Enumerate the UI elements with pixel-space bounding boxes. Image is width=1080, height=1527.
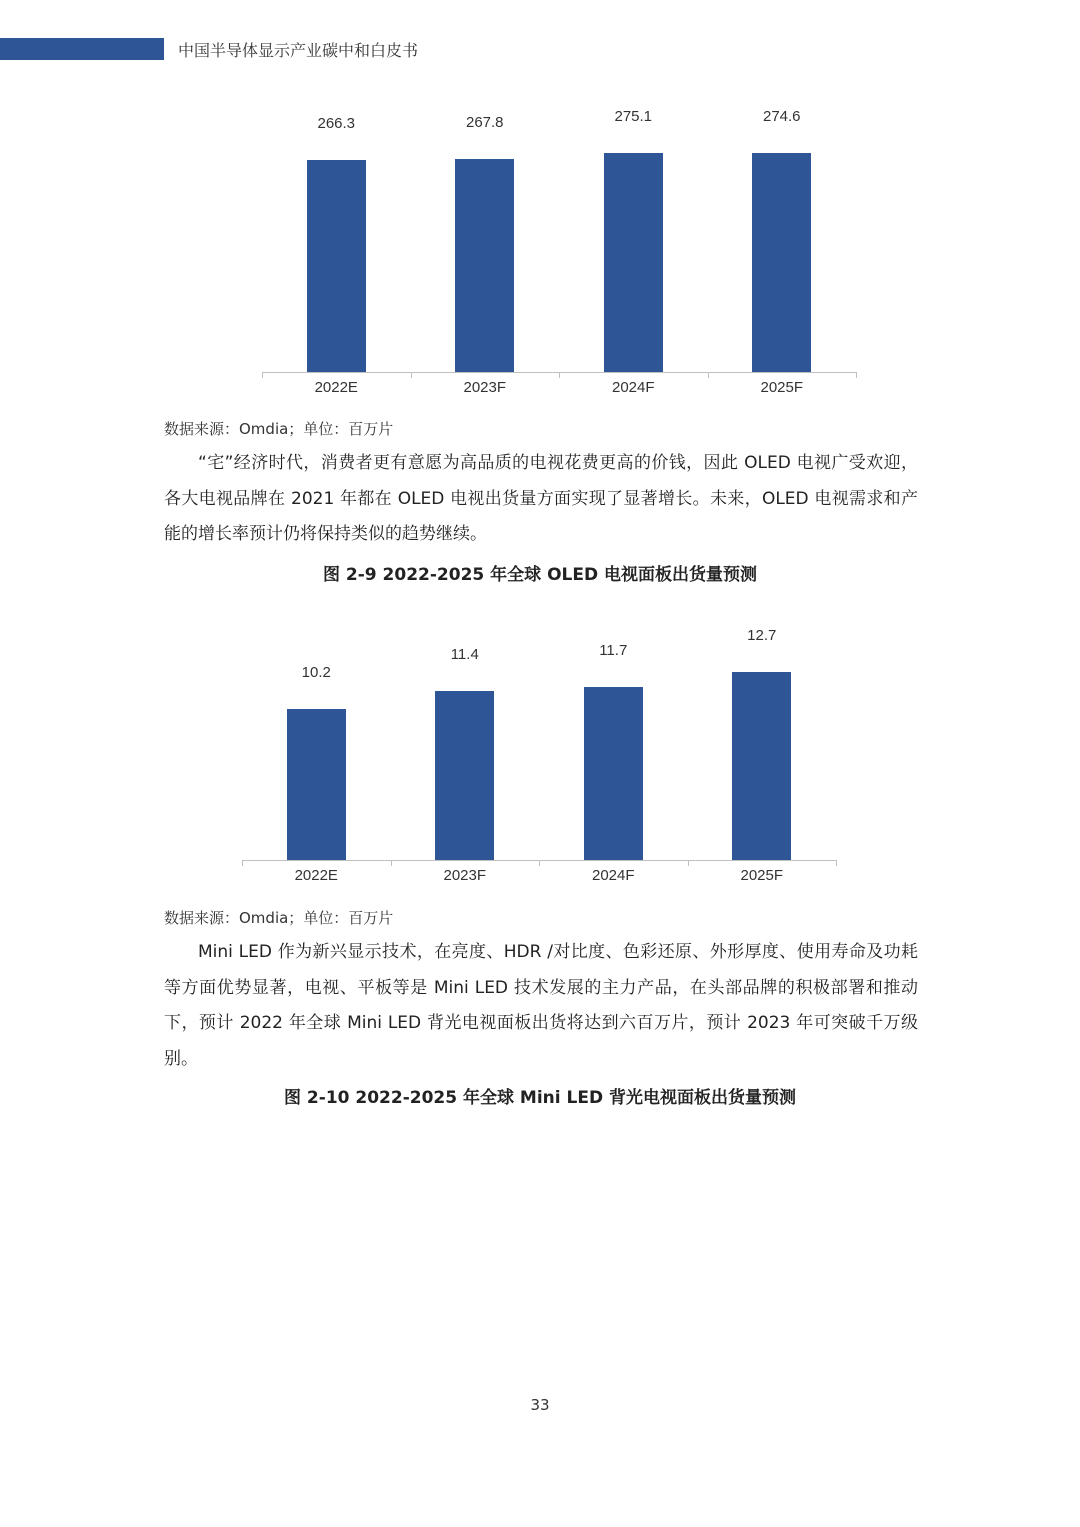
bar bbox=[455, 159, 514, 372]
header-accent-bar bbox=[0, 38, 164, 60]
x-axis-tick bbox=[539, 860, 540, 866]
x-axis-tick bbox=[836, 860, 837, 866]
bar-value-label: 274.6 bbox=[762, 108, 801, 126]
x-tick-label: 2024F bbox=[611, 379, 655, 396]
x-tick-label: 2025F bbox=[740, 867, 784, 884]
body-paragraph: Mini LED 作为新兴显示技术，在亮度、HDR /对比度、色彩还原、外形厚度、使用寿命及功耗等方面优势显著，电视、平板等是 Mini LED 技术发展的主力产品，在头部品牌的积极部署和推动下，预计 2022 年全球 Mini LED 背光电视面板出货将达到六百万片，预计 2023 年可突破千万级别。 bbox=[164, 942, 918, 1069]
x-axis-tick bbox=[559, 372, 560, 378]
page-number: 33 bbox=[530, 1396, 550, 1414]
bar-value-label: 12.7 bbox=[747, 627, 777, 645]
x-axis-tick bbox=[688, 860, 689, 866]
x-axis-tick bbox=[262, 372, 263, 378]
bar-value-label: 11.4 bbox=[450, 646, 479, 664]
bar bbox=[307, 160, 366, 372]
x-tick-label: 2023F bbox=[443, 867, 487, 884]
bar-value-label: 275.1 bbox=[614, 107, 653, 125]
bar bbox=[435, 691, 494, 860]
x-axis-tick bbox=[242, 860, 243, 866]
document-header-title: 中国半导体显示产业碳中和白皮书 bbox=[178, 41, 419, 60]
x-tick-label: 2022E bbox=[294, 867, 338, 884]
x-axis-tick bbox=[856, 372, 857, 378]
bar-value-label: 266.3 bbox=[317, 114, 356, 132]
x-tick-label: 2023F bbox=[463, 379, 507, 396]
bar bbox=[732, 672, 791, 860]
body-paragraph: “宅”经济时代，消费者更有意愿为高品质的电视花费更高的价钱，因此 OLED 电视广受欢迎，各大电视品牌在 2021 年都在 OLED 电视出货量方面实现了显著增长。未来，OLED 电视需求和产能的增长率预计仍将保持类似的趋势继续。 bbox=[164, 453, 918, 544]
x-tick-label: 2024F bbox=[591, 867, 635, 884]
x-tick-label: 2022E bbox=[314, 379, 358, 396]
bar bbox=[584, 687, 643, 860]
figure-caption: 图 2-10 2022-2025 年全球 Mini LED 背光电视面板出货量预测 bbox=[284, 1088, 796, 1108]
bar-value-label: 11.7 bbox=[599, 642, 628, 659]
chart-source-note: 数据来源：Omdia；单位：百万片 bbox=[164, 420, 394, 438]
figure-caption: 图 2-9 2022-2025 年全球 OLED 电视面板出货量预测 bbox=[323, 565, 757, 585]
chart-source-note: 数据来源：Omdia；单位：百万片 bbox=[164, 909, 394, 927]
bar-value-label: 267.8 bbox=[465, 113, 504, 131]
bar bbox=[604, 153, 663, 372]
bar-value-label: 10.2 bbox=[301, 664, 331, 682]
x-tick-label: 2025F bbox=[760, 379, 804, 396]
bar bbox=[752, 153, 811, 372]
x-axis-tick bbox=[391, 860, 392, 866]
x-axis-tick bbox=[411, 372, 412, 378]
bar bbox=[287, 709, 346, 860]
x-axis-tick bbox=[708, 372, 709, 378]
